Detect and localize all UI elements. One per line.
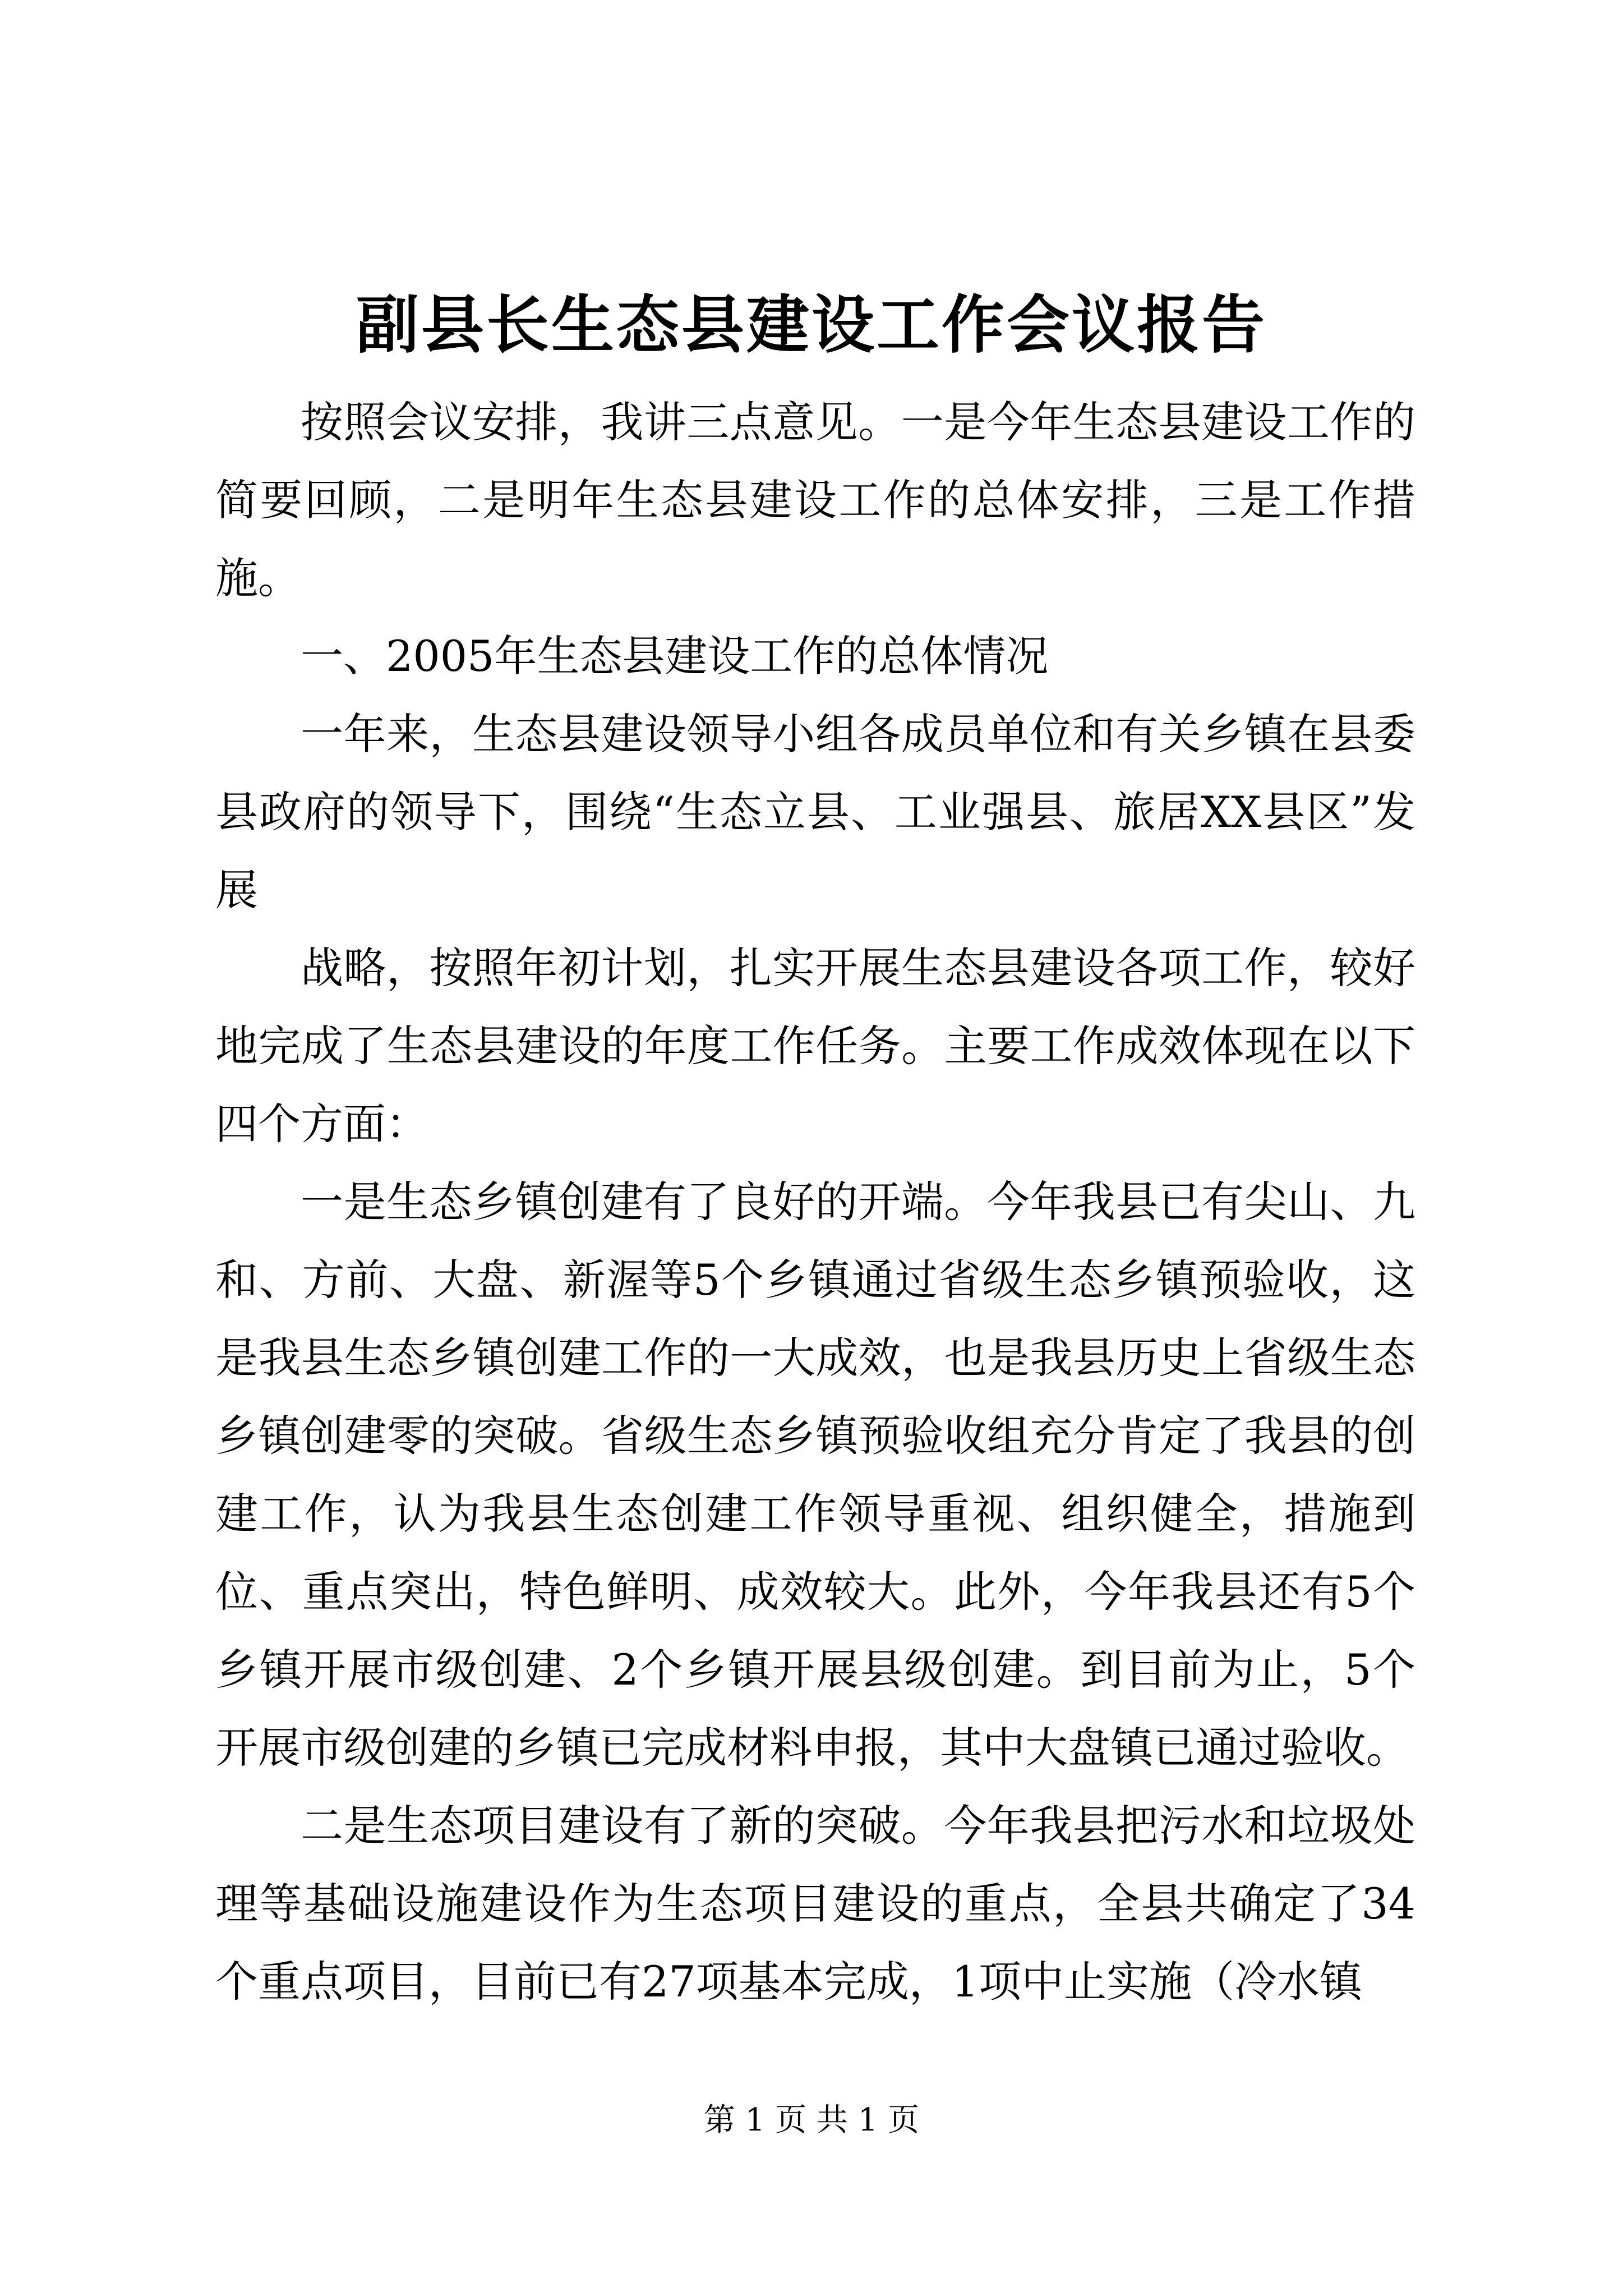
paragraph-overview: 一年来，生态县建设领导小组各成员单位和有关乡镇在县委县政府的领导下，围绕“生态立县、工业强县、旅居XX县区”发展 [215, 709, 1415, 915]
section-heading-1: 一、2005年生态县建设工作的总体情况 [301, 631, 1049, 681]
document-body [215, 383, 1415, 2021]
page-number-footer: 第 1 页 共 1 页 [703, 2102, 920, 2138]
paragraph-ecological-projects: 二是生态项目建设有了新的突破。今年我县把污水和垃圾处理等基础设施建设作为生态项目建设的重点，全县共确定了34个重点项目，目前已有27项基本完成，1项中止实施（冷水镇 [215, 1801, 1415, 2007]
paragraph-strategy: 战略，按照年初计划，扎实开展生态县建设各项工作，较好地完成了生态县建设的年度工作任务。主要工作成效体现在以下四个方面： [215, 943, 1415, 1149]
paragraph-intro: 按照会议安排，我讲三点意见。一是今年生态县建设工作的简要回顾，二是明年生态县建设工作的总体安排，三是工作措施。 [215, 397, 1415, 603]
document-title: 副县长生态县建设工作会议报告 [356, 288, 1267, 362]
paragraph-ecological-towns: 一是生态乡镇创建有了良好的开端。今年我县已有尖山、九和、方前、大盘、新渥等5个乡镇通过省级生态乡镇预验收，这是我县生态乡镇创建工作的一大成效，也是我县历史上省级生态乡镇创建零的突破。省级生态乡镇预验收组充分肯定了我县的创建工作，认为我县生态创建工作领导重视、组织健全，措施到位、重点突出，特色鲜明、成效较大。此外，今年我县还有5个乡镇开展市级创建、2个乡镇开展县级创建。到目前为止，5个开展市级创建的乡镇已完成材料申报，其中大盘镇已通过验收。 [215, 1177, 1415, 1773]
